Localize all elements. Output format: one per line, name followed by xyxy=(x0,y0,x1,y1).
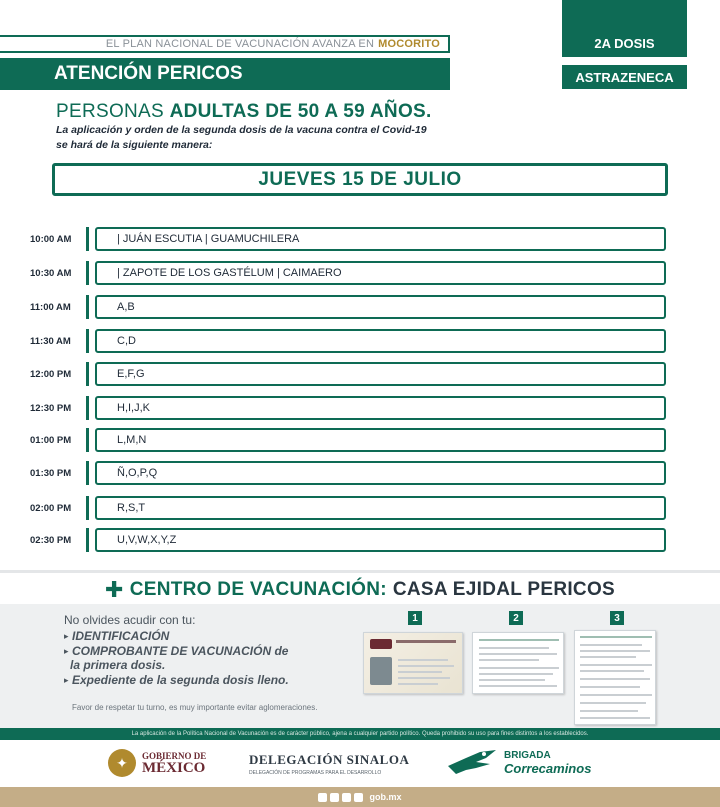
second-dose-form-image xyxy=(574,630,656,725)
audience-prefix: PERSONAS xyxy=(56,101,164,122)
schedule-row xyxy=(0,227,720,251)
bullet-icon: ▸ xyxy=(64,645,69,656)
row-marker xyxy=(86,428,89,452)
requirement-item: ▸ Expediente de la segunda dosis lleno. xyxy=(64,672,289,687)
row-marker xyxy=(86,496,89,520)
gobierno-mexico-logo xyxy=(108,749,206,777)
brig-line2: Correcaminos xyxy=(504,761,592,776)
schedule-group: L,M,N xyxy=(95,428,666,452)
row-marker xyxy=(86,461,89,485)
schedule-time: 11:00 AM xyxy=(30,301,71,313)
row-marker xyxy=(86,227,89,251)
bullet-icon: ▸ xyxy=(64,674,69,685)
doc-number-2: 2 xyxy=(509,611,523,625)
row-marker xyxy=(86,362,89,386)
center-place: CASA EJIDAL PERICOS xyxy=(392,579,616,600)
brig-line1: BRIGADA xyxy=(504,750,551,761)
legal-notice: La aplicación de la Política Nacional de Vacunación es de carácter público, ajena a cualquier partido político. Queda prohibido su uso para fines distintos a los establecidos. xyxy=(0,728,720,740)
schedule-row xyxy=(0,396,720,420)
schedule-row xyxy=(0,295,720,319)
instagram-icon[interactable] xyxy=(342,793,351,802)
schedule-group: U,V,W,X,Y,Z xyxy=(95,528,666,552)
schedule-time: 01:30 PM xyxy=(30,467,72,479)
row-marker xyxy=(86,295,89,319)
bullet-icon: ▸ xyxy=(64,631,69,641)
deleg-line2: DELEGACIÓN DE PROGRAMAS PARA EL DESARROLLO xyxy=(249,770,382,776)
id-card-image xyxy=(363,632,463,694)
schedule-row xyxy=(0,329,720,353)
schedule-time: 11:30 AM xyxy=(30,335,71,347)
requirement-item: ▸ IDENTIFICACIÓN xyxy=(64,629,170,643)
schedule-time: 01:00 PM xyxy=(30,434,72,446)
schedule-group: H,I,J,K xyxy=(95,396,666,420)
facebook-icon[interactable] xyxy=(318,793,327,802)
footer-bar xyxy=(0,787,720,807)
attention-title: ATENCIÓN PERICOS xyxy=(0,58,450,90)
schedule-row xyxy=(0,461,720,485)
roadrunner-icon xyxy=(446,748,498,778)
dose-badge: 2A DOSIS xyxy=(562,0,687,57)
site-link[interactable]: gob.mx xyxy=(369,792,402,802)
twitter-icon[interactable] xyxy=(330,793,339,802)
row-marker xyxy=(86,261,89,285)
requirement-item: ▸ COMPROBANTE DE VACUNACIÓN de xyxy=(64,643,289,658)
eagle-icon: ✦ xyxy=(108,749,136,777)
vaccination-center xyxy=(0,570,720,607)
center-label: CENTRO DE VACUNACIÓN: xyxy=(129,579,387,600)
gob-line2: MÉXICO xyxy=(142,759,206,776)
requirements-intro: No olvides acudir con tu: xyxy=(64,613,196,627)
schedule-group: E,F,G xyxy=(95,362,666,386)
vaccine-badge: ASTRAZENECA xyxy=(562,65,687,89)
schedule-row xyxy=(0,496,720,520)
brigada-logo xyxy=(446,748,591,778)
deleg-line1: DELEGACIÓN SINALOA xyxy=(249,752,410,767)
doc-number-3: 3 xyxy=(610,611,624,625)
audience-heading xyxy=(56,101,432,123)
schedule-time: 10:00 AM xyxy=(30,233,72,245)
schedule-time: 02:00 PM xyxy=(30,502,72,514)
schedule-time: 02:30 PM xyxy=(30,534,72,546)
schedule-row xyxy=(0,428,720,452)
schedule-group: | ZAPOTE DE LOS GASTÉLUM | CAIMAERO xyxy=(95,261,666,285)
plan-banner xyxy=(0,35,450,53)
municipality: MOCORITO xyxy=(378,38,440,50)
schedule-group: A,B xyxy=(95,295,666,319)
delegacion-logo xyxy=(249,752,409,776)
schedule-time: 10:30 AM xyxy=(30,267,72,279)
youtube-icon[interactable] xyxy=(354,793,363,802)
plan-text: EL PLAN NACIONAL DE VACUNACIÓN AVANZA EN xyxy=(105,38,375,50)
audience-group: ADULTAS DE 50 A 59 AÑOS. xyxy=(169,101,432,122)
schedule-group: Ñ,O,P,Q xyxy=(95,461,666,485)
requirements-list xyxy=(64,629,289,687)
doc-number-1: 1 xyxy=(408,611,422,625)
row-marker xyxy=(86,329,89,353)
requirement-item-continued: la primera dosis. xyxy=(70,658,166,672)
respect-note: Favor de respetar tu turno, es muy importante evitar aglomeraciones. xyxy=(72,703,318,712)
schedule-row xyxy=(0,528,720,552)
date-banner: JUEVES 15 DE JULIO xyxy=(52,163,668,196)
schedule-group: C,D xyxy=(95,329,666,353)
schedule-time: 12:00 PM xyxy=(30,368,72,380)
gob-line1: GOBIERNO DE xyxy=(142,750,207,761)
schedule-time: 12:30 PM xyxy=(30,402,72,414)
row-marker xyxy=(86,396,89,420)
schedule-group: | JUÁN ESCUTIA | GUAMUCHILERA xyxy=(95,227,666,251)
row-marker xyxy=(86,528,89,552)
schedule-group: R,S,T xyxy=(95,496,666,520)
audience-description: La aplicación y orden de la segunda dosis de la vacuna contra el Covid-19 se hará de la siguiente manera: xyxy=(56,124,427,151)
vaccination-proof-image xyxy=(472,632,564,694)
schedule-row xyxy=(0,261,720,285)
schedule-row xyxy=(0,362,720,386)
plus-icon: ✚ xyxy=(104,577,124,602)
